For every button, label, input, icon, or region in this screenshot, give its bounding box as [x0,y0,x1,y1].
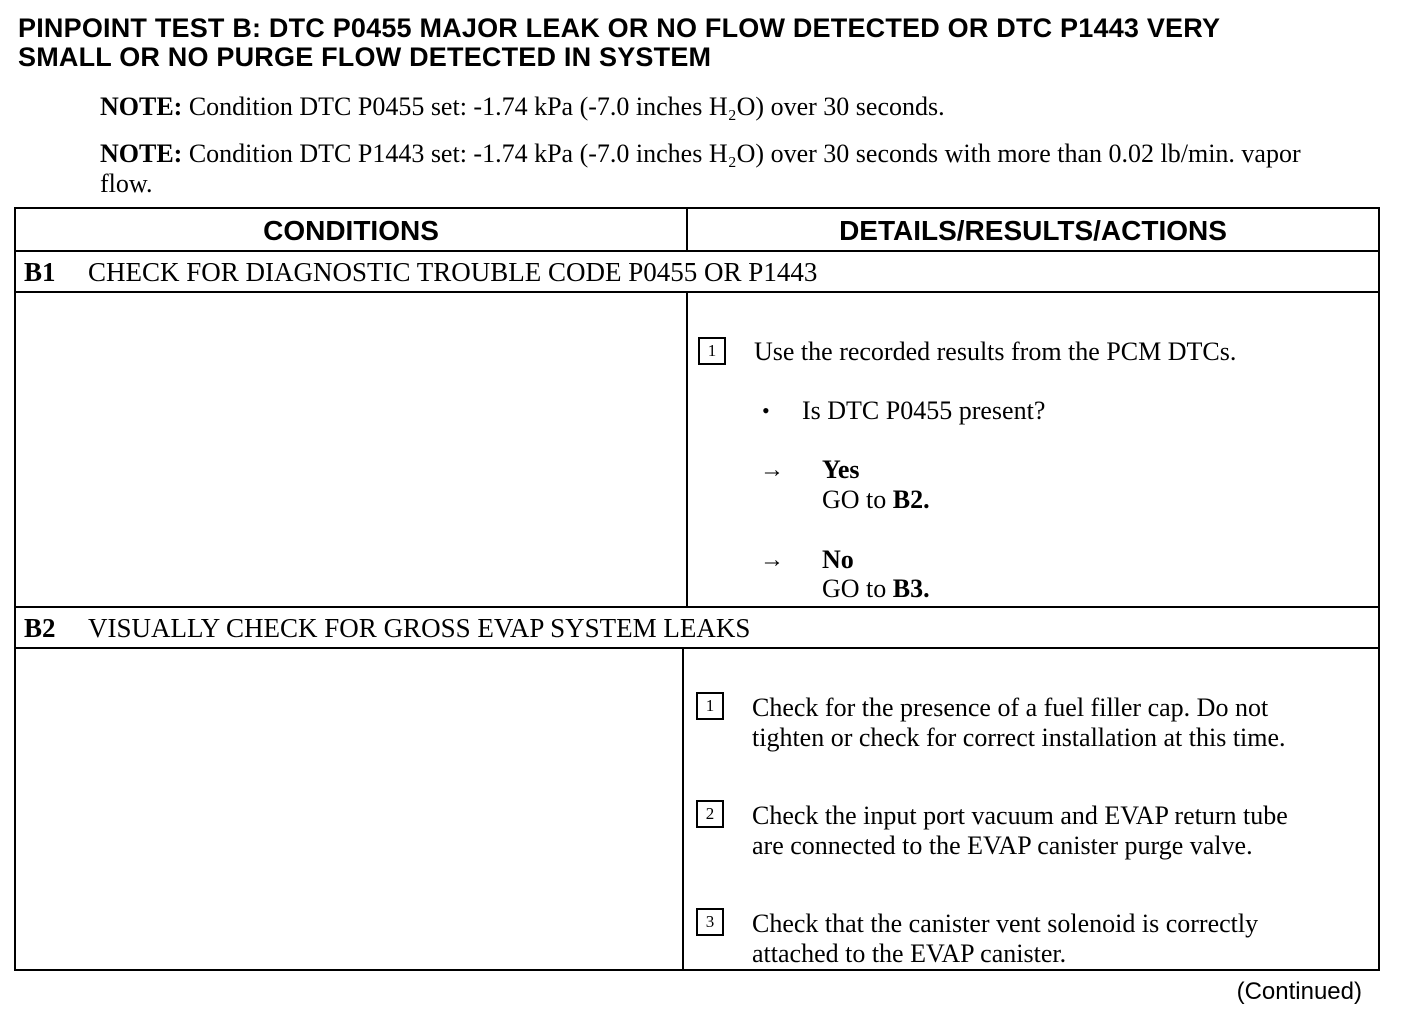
goto-target: B2. [892,485,930,514]
title-line-1: PINPOINT TEST B: DTC P0455 MAJOR LEAK OR NO FLOW DETECTED OR DTC P1443 VERY [18,13,1221,43]
action-text-line: Check the input port vacuum and EVAP return tube [752,801,1288,830]
action-number-box: 1 [698,337,726,365]
step-id: B2 [24,613,56,643]
result-answer-no: No [822,545,854,574]
goto-label: GO to [822,485,887,514]
action-number-box: 3 [696,908,724,936]
details-header: DETAILS/RESULTS/ACTIONS [839,215,1227,246]
b1-end-divider [16,606,1378,608]
note-label: NOTE: [100,92,183,121]
action-number-box: 1 [696,692,724,720]
note-p0455 [100,92,1340,122]
question-text: Is DTC P0455 present? [802,396,1046,425]
header-divider [16,250,1378,252]
note-text: Condition DTC P0455 set: -1.74 kPa (-7.0 inches H₂O) over 30 seconds. [188,92,945,121]
action-number-box: 2 [696,800,724,828]
action-text [752,909,1258,969]
action-text-line: tighten or check for correct installation at this time. [752,723,1286,752]
result-goto-no [822,574,930,604]
goto-label: GO to [822,574,887,603]
action-text-line: Check that the canister vent solenoid is correctly [752,909,1259,938]
conditions-header: CONDITIONS [263,215,439,246]
action-text [752,693,1286,753]
pinpoint-test-table [14,207,1380,971]
arrow-right-icon: → [760,547,784,573]
action-text: Use the recorded results from the PCM DTCs. [754,337,1237,366]
action-text-line: attached to the EVAP canister. [752,939,1067,968]
b2-column-divider [682,647,684,971]
b1-title-divider [16,291,1378,293]
note-p1443 [100,139,1340,199]
step-title: CHECK FOR DIAGNOSTIC TROUBLE CODE P0455 OR P1443 [88,257,818,287]
step-id: B1 [24,257,56,287]
bullet-icon: • [762,398,770,423]
result-answer-yes: Yes [822,455,860,484]
action-text-line: are connected to the EVAP canister purge valve. [752,831,1253,860]
title-line-2: SMALL OR NO PURGE FLOW DETECTED IN SYSTEM [18,42,712,72]
page-title [18,14,1398,72]
arrow-right-icon: → [760,457,784,483]
result-goto-yes [822,485,930,515]
b2-title-divider [16,647,1378,649]
step-b1-title-row [24,256,817,288]
action-text-line: Check for the presence of a fuel filler cap. Do not [752,693,1269,722]
step-title: VISUALLY CHECK FOR GROSS EVAP SYSTEM LEAKS [88,613,751,643]
step-b2-title-row [24,612,750,644]
goto-target: B3. [892,574,930,603]
continued-label: (Continued) [1236,978,1362,1005]
b1-column-divider [686,291,688,606]
note-label: NOTE: [100,139,183,168]
action-text [752,801,1288,861]
note-text: Condition DTC P1443 set: -1.74 kPa (-7.0 inches H₂O) over 30 seconds with more than 0.02 lb/min. vapor flow. [100,139,1301,198]
